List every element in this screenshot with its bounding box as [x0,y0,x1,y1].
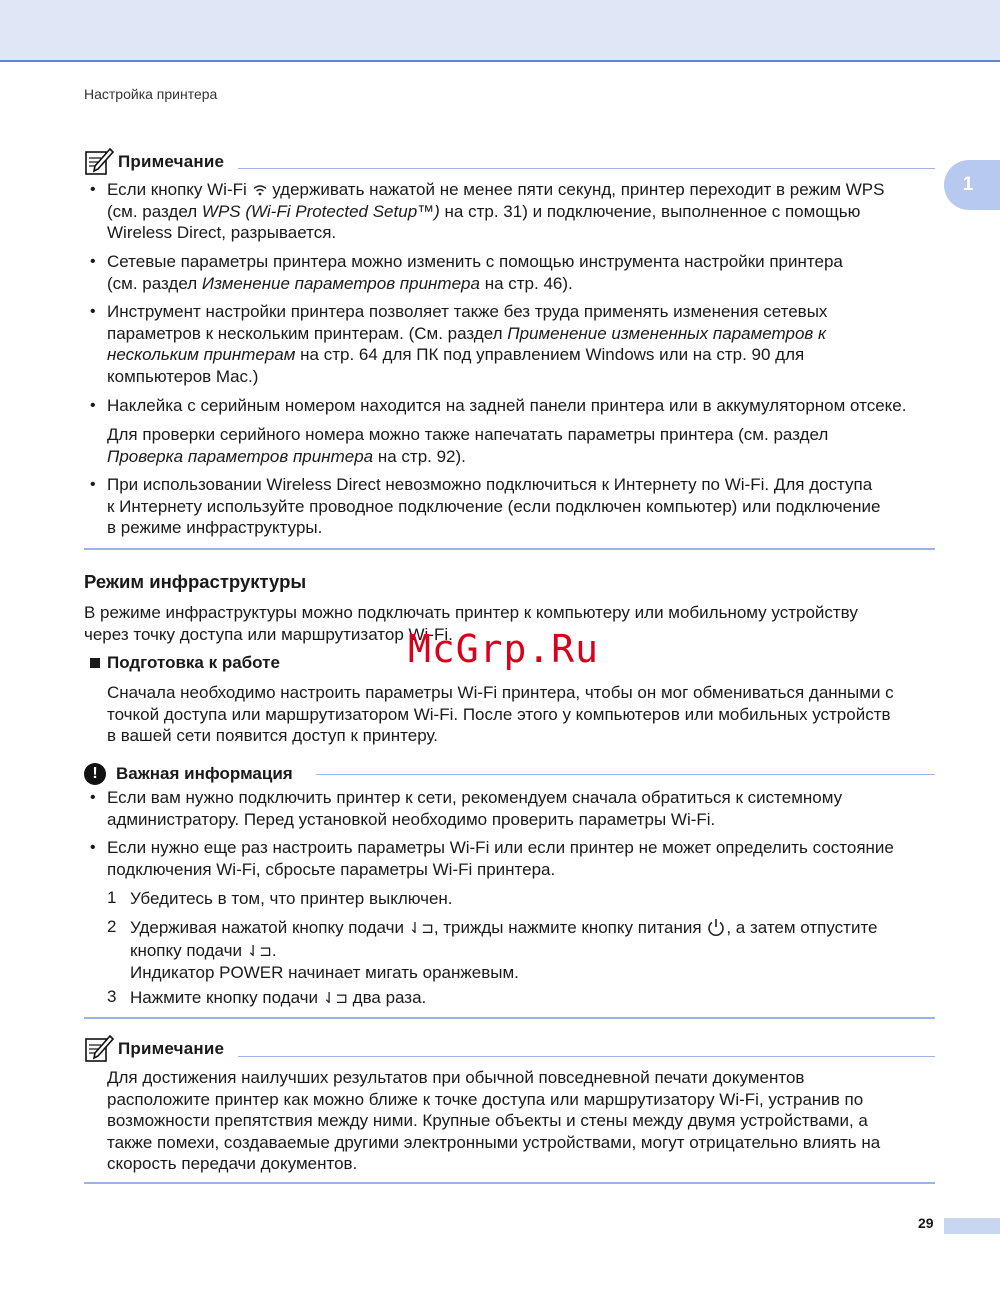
important-bullet-2: Если нужно еще раз настроить параметры Wi-Fi или если принтер не может определить состояние подключения Wi-Fi, сбросьте параметры Wi-Fi принтера. [107,838,894,879]
subsection-title: Подготовка к работе [107,653,280,672]
important-title: Важная информация [116,764,293,783]
important-bullet-1: Если вам нужно подключить принтер к сети, рекомендуем сначала обратиться к системному администратору. Перед установкой необходимо проверить параметры Wi-Fi. [107,788,843,829]
note-pencil-icon [84,148,114,176]
bullet-dot: • [90,789,96,806]
note-bullet-5: При использовании Wireless Direct невозможно подключиться к Интернету по Wi-Fi. Для доступа к Интернету используйте проводное подключение (если подключен компьютер) или подключение в режиме инфраструктуры. [107,475,881,537]
note-title: Примечание [118,1039,225,1058]
step-3-text: Нажмите кнопку подачи ⇃⊐ два раза. [130,987,426,1010]
note-bullet-1: Если кнопку Wi-Fi удерживать нажатой не менее пяти секунд, принтер переходит в режим WPS (см. раздел WPS (Wi-Fi Protected Setup™) на стр. 31) и подключение, выполненное с помощью Wireless Direct, разрывается. [107,180,885,242]
wifi-icon [252,184,268,196]
page-number: 29 [918,1215,934,1231]
note-header [84,148,224,176]
note-bottom-rule [84,548,935,550]
page-tab [944,1218,1000,1234]
note-header-rule [238,1056,935,1057]
step-2-note: Индикатор POWER начинает мигать оранжевым. [130,963,519,982]
note-header-rule [238,168,935,169]
bullet-dot: • [90,303,96,320]
note-bullet-3: Инструмент настройки принтера позволяет также без труда применять изменения сетевых параметров к нескольким принтерам. (См. раздел Применение измененных параметров к нескольким принтерам на стр. 64 для ПК под управлением Windows или на стр. 90 для компьютеров Mac.) [107,302,828,386]
bullet-dot: • [90,181,96,198]
important-icon: ! [84,763,106,785]
step-2-text: Удерживая нажатой кнопку подачи ⇃⊐, трижды нажмите кнопку питания , а затем отпустите кнопку подачи ⇃⊐. [130,917,878,962]
watermark: McGrp.Ru [408,627,600,671]
note-bullet-4: Наклейка с серийным номером находится на задней панели принтера или в аккумуляторном отсеке. [107,396,907,415]
chapter-tab: 1 [944,160,1000,210]
step-number: 1 [107,888,117,907]
section-intro: В режиме инфраструктуры можно подключать принтер к компьютеру или мобильному устройству через точку доступа или маршрутизатор Wi-Fi. [84,603,858,644]
note-2-text: Для достижения наилучших результатов при обычной повседневной печати документов расположите принтер как можно ближе к точке доступа или маршрутизатору Wi-Fi, устранив по возможности препятствия между ними. Крупные объекты и стены между двумя устройствами, а также помехи, создаваемые другими электронными устройствами, могут отрицательно влиять на скорость передачи документов. [107,1068,881,1173]
power-icon [706,917,726,937]
note-paragraph-serial: Для проверки серийного номера можно также напечатать параметры принтера (см. раздел Проверка параметров принтера на стр. 92). [107,425,829,466]
bullet-dot: • [90,839,96,856]
section-title: Режим инфраструктуры [84,571,307,592]
bullet-dot: • [90,397,96,414]
bullet-dot: • [90,476,96,493]
feed-button-icon: ⇃⊐ [408,920,434,937]
step-number: 3 [107,987,117,1006]
bullet-dot: • [90,253,96,270]
subsection-text: Сначала необходимо настроить параметры Wi-Fi принтера, чтобы он мог обмениваться данными с точкой доступа или маршрутизатором Wi-Fi. После этого у компьютеров или мобильных устройств в вашей сети появится доступ к принтеру. [107,683,894,745]
square-bullet [90,658,100,668]
important-header-rule [316,774,935,775]
note-header [84,1035,224,1063]
running-header: Настройка принтера [84,86,218,102]
note-bullet-2: Сетевые параметры принтера можно изменить с помощью инструмента настройки принтера (см. раздел Изменение параметров принтера на стр. 46). [107,252,843,293]
note-pencil-icon [84,1035,114,1063]
note-2-bottom-rule [84,1182,935,1184]
step-1-text: Убедитесь в том, что принтер выключен. [130,889,453,908]
important-bottom-rule [84,1017,935,1019]
feed-button-icon: ⇃⊐ [246,942,272,960]
feed-button-icon: ⇃⊐ [322,990,348,1007]
step-number: 2 [107,917,117,936]
note-title: Примечание [118,152,225,171]
top-banner [0,0,1000,62]
